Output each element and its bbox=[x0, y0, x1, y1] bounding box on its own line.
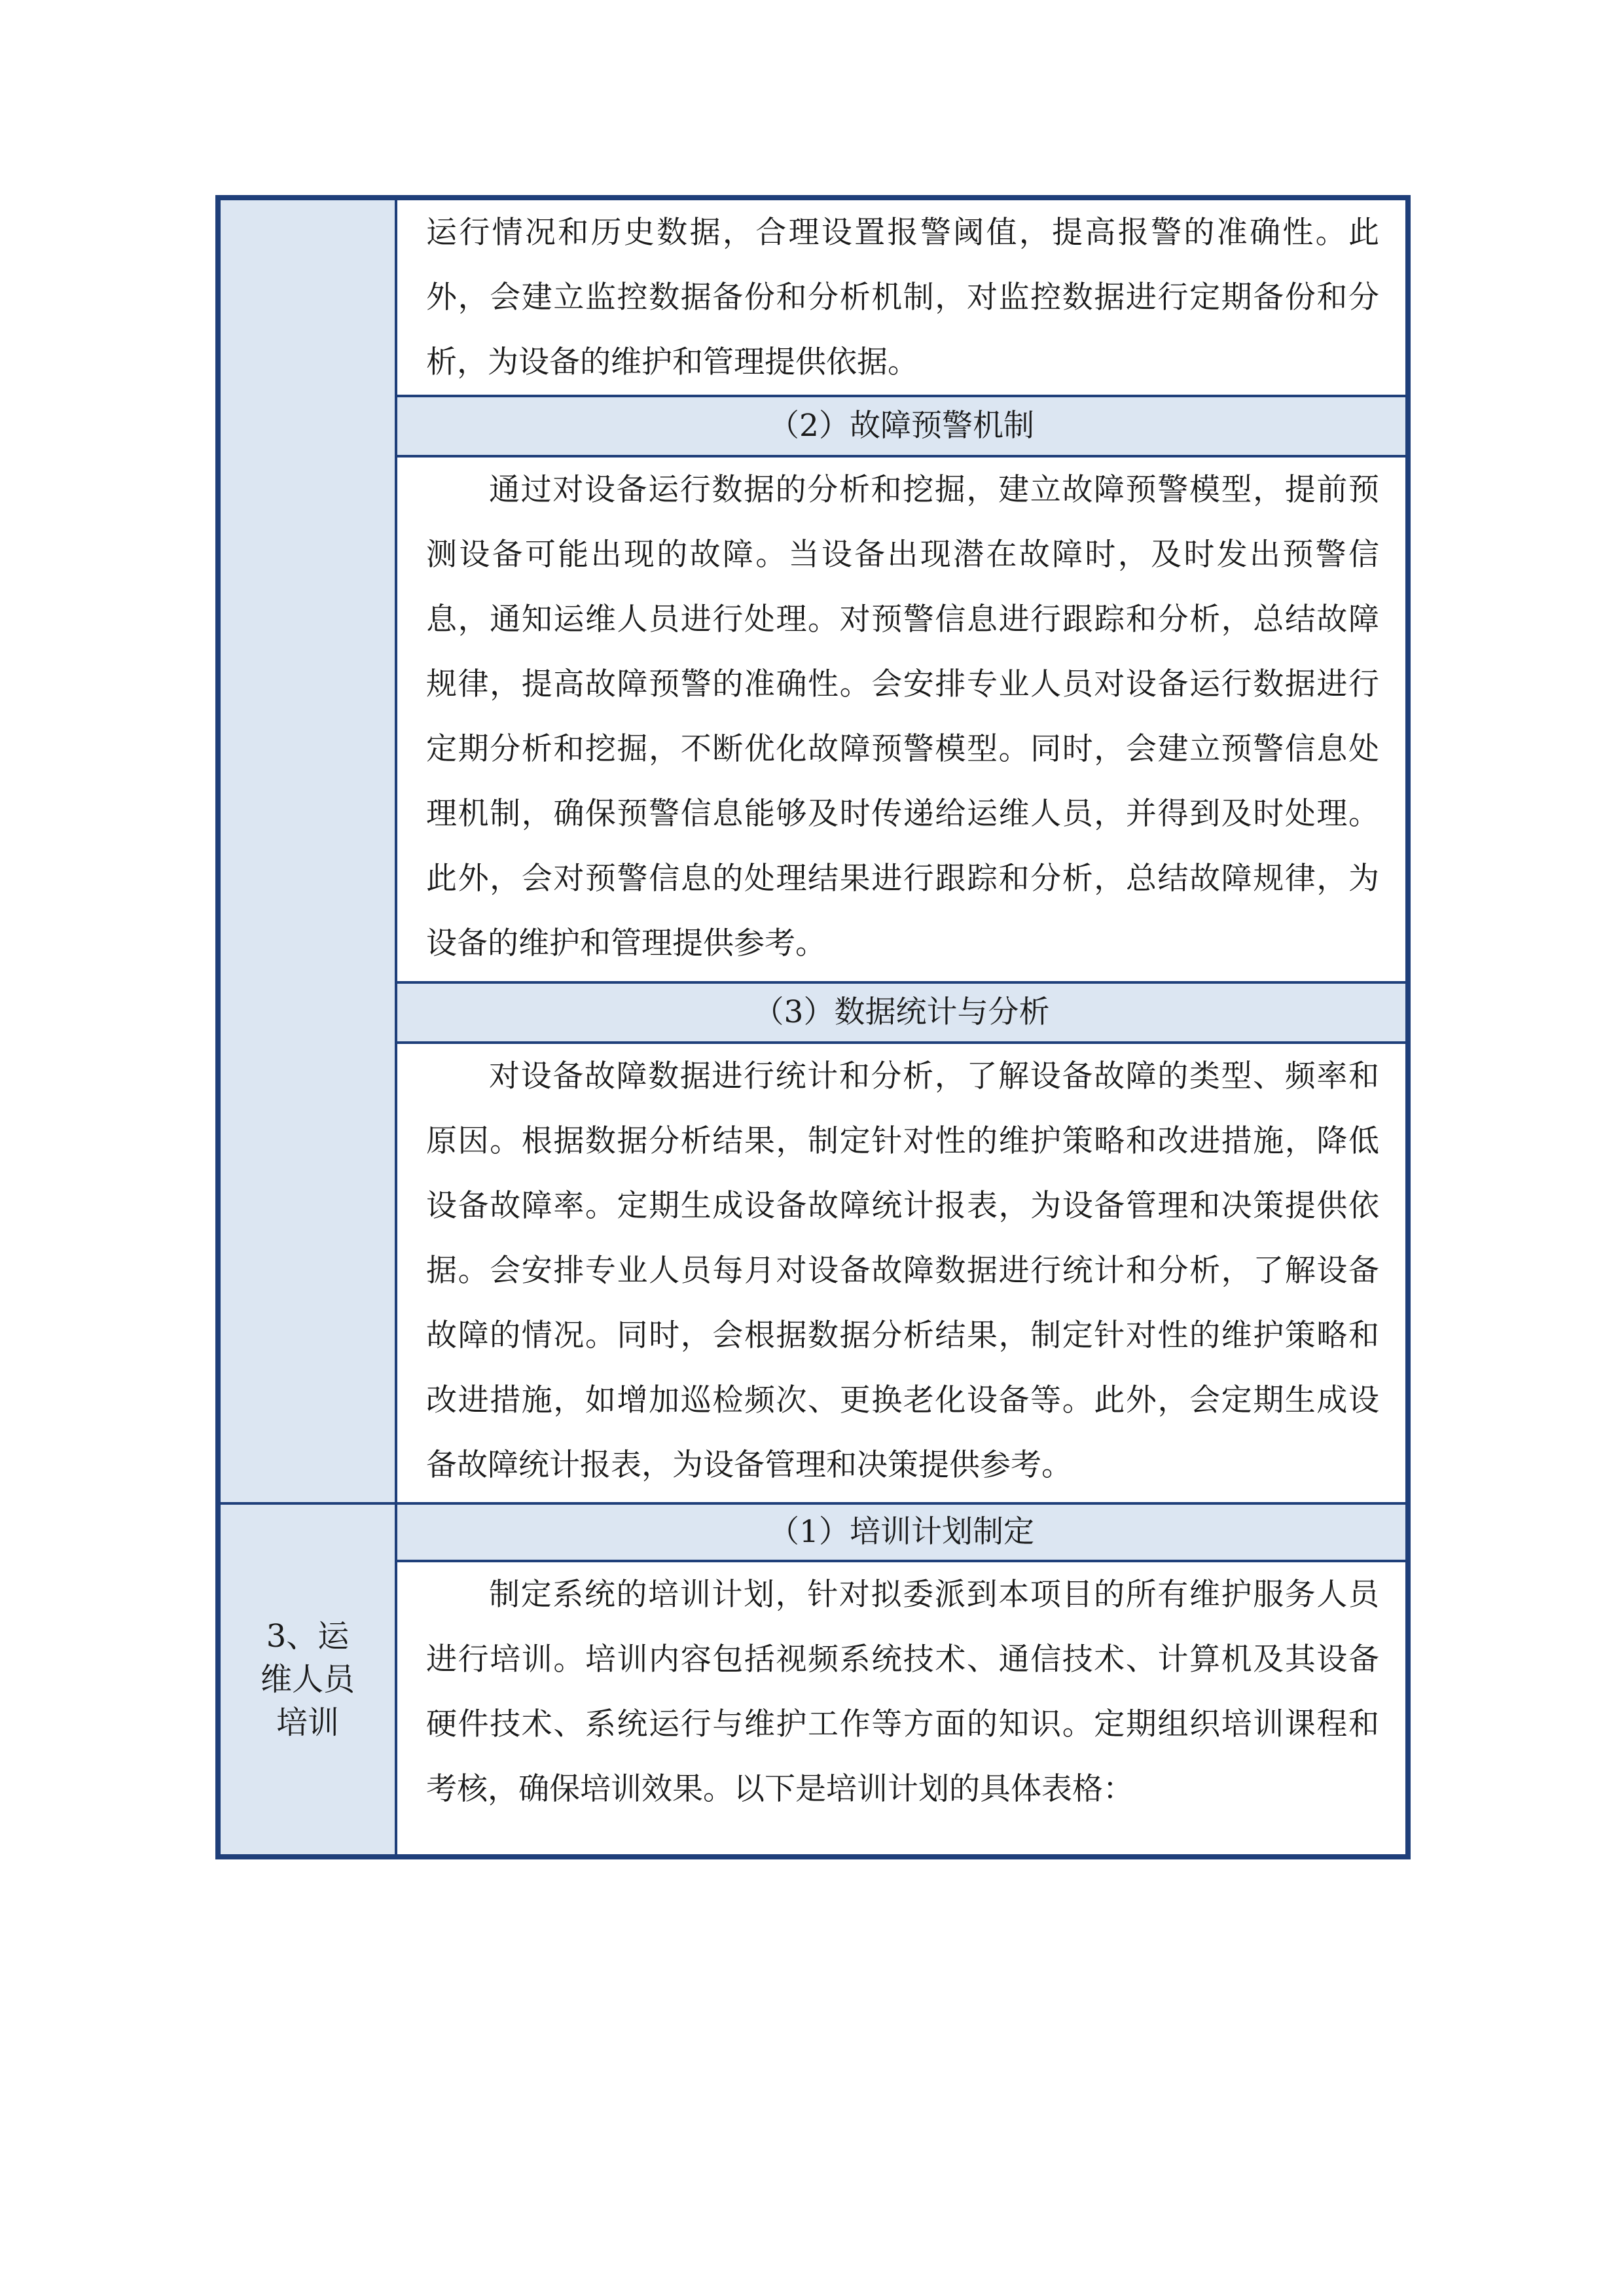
table-row bbox=[219, 982, 1407, 1043]
table-row bbox=[219, 199, 1407, 396]
section-heading-3: （3）数据统计与分析 bbox=[396, 982, 1407, 1043]
table-row bbox=[219, 1503, 1407, 1561]
table-row bbox=[219, 396, 1407, 456]
section-text-training: 制定系统的培训计划，针对拟委派到本项目的所有维护服务人员进行培训。培训内容包括视频系统技术、通信技术、计算机及其设备硬件技术、系统运行与维护工作等方面的知识。定期组织培训课程和考核，确保培训效果。以下是培训计划的具体表格： bbox=[426, 1577, 1379, 1807]
section-text-3: 对设备故障数据进行统计和分析，了解设备故障的类型、频率和原因。根据数据分析结果，制定针对性的维护策略和改进措施，降低设备故障率。定期生成设备故障统计报表，为设备管理和决策提供依据。会安排专业人员每月对设备故障数据进行统计和分析，了解设备故障的情况。同时，会根据数据分析结果，制定针对性的维护策略和改进措施，如增加巡检频次、更换老化设备等。此外，会定期生成设备故障统计报表，为设备管理和决策提供参考。 bbox=[426, 1058, 1379, 1483]
continuation-text: 运行情况和历史数据，合理设置报警阈值，提高报警的准确性。此外，会建立监控数据备份和分析机制，对监控数据进行定期备份和分析，为设备的维护和管理提供依据。 bbox=[426, 215, 1379, 380]
section-heading-training: （1）培训计划制定 bbox=[396, 1503, 1407, 1561]
category-label-3: 3、运维人员培训 bbox=[260, 1618, 355, 1741]
section-text-2: 通过对设备运行数据的分析和挖掘，建立故障预警模型，提前预测设备可能出现的故障。当设备出现潜在故障时，及时发出预警信息，通知运维人员进行处理。对预警信息进行跟踪和分析，总结故障规律，提高故障预警的准确性。会安排专业人员对设备运行数据进行定期分析和挖掘，不断优化故障预警模型。同时，会建立预警信息处理机制，确保预警信息能够及时传递给运维人员，并得到及时处理。此外，会对预警信息的处理结果进行跟踪和分析，总结故障规律，为设备的维护和管理提供参考。 bbox=[426, 472, 1379, 961]
table-row bbox=[219, 1043, 1407, 1503]
category-cell-empty bbox=[219, 199, 396, 1503]
table-row bbox=[219, 456, 1407, 982]
table-row bbox=[219, 1561, 1407, 1856]
section-body-2 bbox=[396, 456, 1407, 982]
section-body-3 bbox=[396, 1043, 1407, 1503]
category-cell-3 bbox=[219, 1503, 396, 1856]
content-table bbox=[218, 198, 1408, 1857]
section-heading-2: （2）故障预警机制 bbox=[396, 396, 1407, 456]
section-body-training bbox=[396, 1561, 1407, 1856]
continuation-cell bbox=[396, 199, 1407, 396]
